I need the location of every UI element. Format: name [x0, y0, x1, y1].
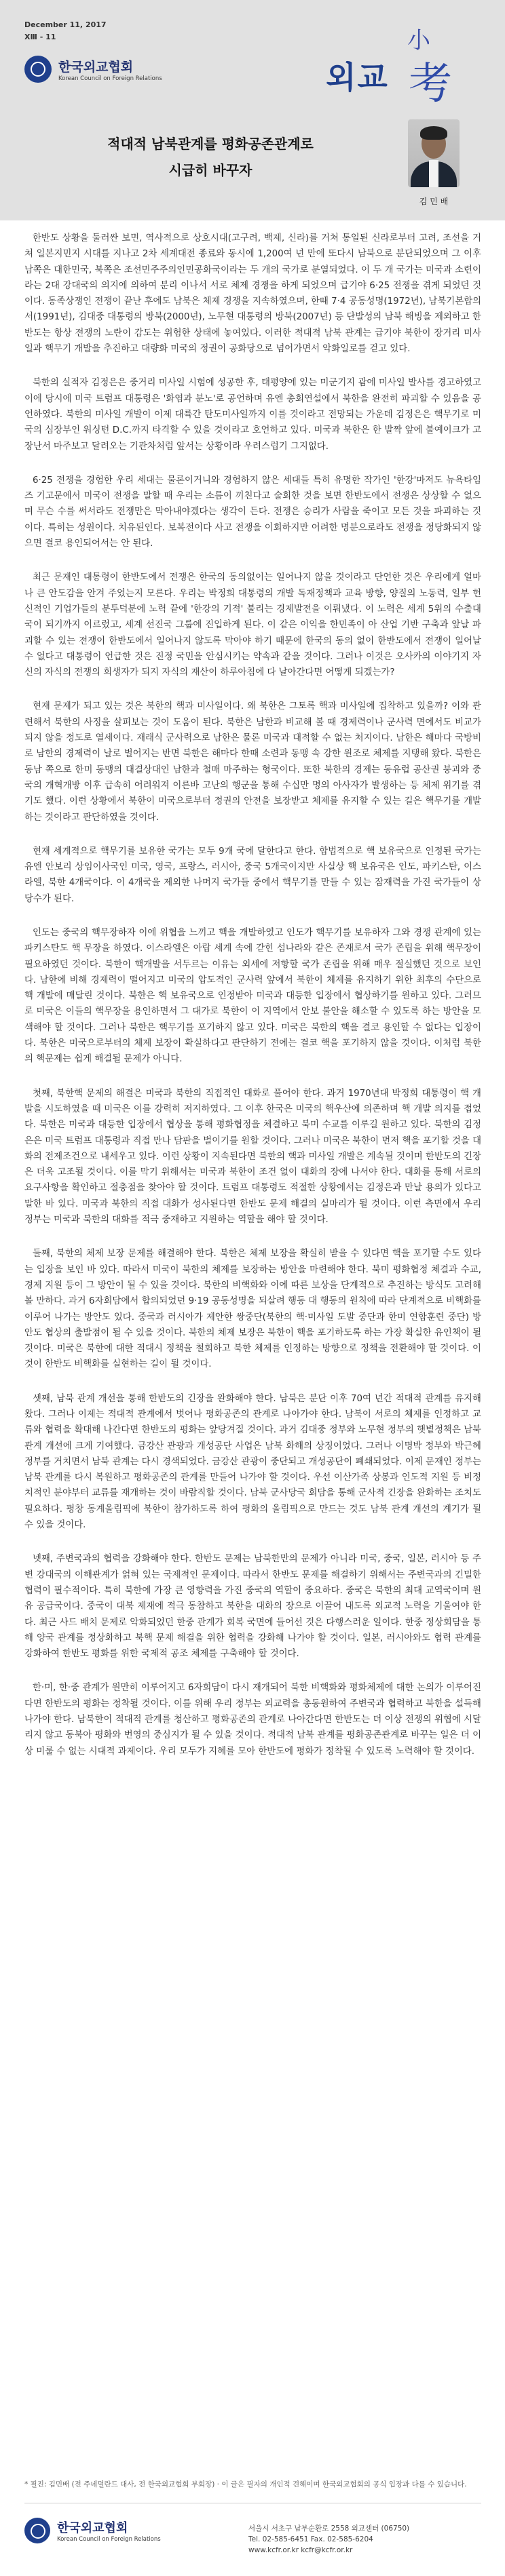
paragraph: 셋째, 남북 관계 개선을 통해 한반도의 긴장을 완화해야 한다. 남북은 분단 이후 70여 년간 적대적 관계를 유지해 왔다. 그러나 이제는 적대적 관계에서 벗어나 평화공존의 관계로 나아가야 한다. 남북이 서로의 체제를 인정하고 교류와 협력을 확대해 나간다면 한반도의 평화는 앞당겨질 것이다. 과거 김대중 정부와 노무현 정부의 햇볕정책은 남북 관계 개선에 크게 기여했다. 금강산 관광과 개성공단 사업은 남북 화해의 상징이었다. 그러나 이명박 정부와 박근혜 정부를 거치면서 남북 관계는 다시 경색되었다. 금강산 관광이 중단되고 개성공단이 폐쇄되었다. 이제 문재인 정부는 남북 관계를 다시 복원하고 평화공존의 관계를 만들어 나가야 할 것이다. 우선 이산가족 상봉과 인도적 지원 등 비정치적인 분야부터 교류를 재개하는 것이 바람직할 것이다. 남북 군사당국 회담을 통해 군사적 긴장을 완화하는 조치도 필요하다. 평창 동계올림픽에 북한이 참가하도록 하여 평화의 올림픽으로 만드는 것도 남북 관계 개선의 계기가 될 수 있을 것이다. — [24, 1393, 481, 1531]
publication-brand — [324, 26, 481, 107]
footer-org-name-english: Korean Council on Foreign Relations — [57, 2536, 161, 2543]
paragraph: 인도는 중국의 핵무장하자 이에 위협을 느끼고 핵을 개발하였고 인도가 핵무기를 보유하자 그와 경쟁 관계에 있는 파키스탄도 핵 무장을 하였다. 이스라엘은 아랍 세계 속에 갇힌 섬나라와 같은 존재로서 국가 존립을 위해 핵무장이 필요하였던 것이다. 북한이 핵개발을 서두르는 이유는 외세에 저항할 국가 존립을 위해 매우 절실했던 것으로 보인다. 남한에 비해 경제력이 떨어지고 미국의 압도적인 군사력 앞에서 북한이 체제를 유지하기 위한 최후의 수단으로 핵 개발에 매달린 것이다. 북한은 핵 보유국으로 인정받아 미국과 대등한 입장에서 협상하기를 원하고 있다. 그러므로 미국은 이들의 핵무장을 용인하면서 그 대가로 북한이 이 지역에서 안보 불안을 해소할 수 있도록 하는 방안을 모색해야 할 것이다. 그러나 북한은 핵무기를 포기하지 않고 있다. 미국은 북한의 핵을 결코 용인할 수 없다는 입장이다. 북한은 미국으로부터의 체제 보장이 확실하다고 판단하기 전에는 결코 핵을 포기하지 않을 것이다. 이처럼 북한의 핵문제는 쉽게 해결될 문제가 아니다. — [24, 927, 481, 1065]
paragraph: 북한의 실적자 김정은은 중거리 미사일 시험에 성공한 후, 태평양에 있는 미군기지 괌에 미사일 발사를 경고하였고 이에 당시에 미국 트럼프 대통령은 '화염과 분노'로 공언하며 유엔 총회연설에서 북한을 완전히 파괴할 수 있음을 공언하였다. 북한의 미사일 개발이 이제 대륙간 탄도미사일까지 이를 것이라고 전망되는 가운데 김정은은 핵무기로 미국의 심장부인 워싱턴 D.C.까지 타격할 수 있을 것이라고 호언하고 있다. 미국과 북한은 한 발짝 앞에 불예이크가 고장난서 마주보고 달려오는 기관차처럼 앞서는 상황이라 우려스럽기 그지없다. — [24, 378, 481, 452]
paragraph: 넷째, 주변국과의 협력을 강화해야 한다. 한반도 문제는 남북한만의 문제가 아니라 미국, 중국, 일본, 러시아 등 주변 강대국의 이해관계가 얽혀 있는 국제적인 문제이다. 따라서 한반도 문제를 해결하기 위해서는 주변국과의 긴밀한 협력이 필수적이다. 특히 북한에 가장 큰 영향력을 가진 중국의 역할이 중요하다. 중국은 북한의 최대 교역국이며 원유 공급국이다. 중국이 대북 제재에 적극 동참하고 북한을 대화의 장으로 이끌어 내도록 외교적 노력을 기울여야 한다. 최근 사드 배치 문제로 악화되었던 한중 관계가 회복 국면에 들어선 것은 다행스러운 일이다. 한중 정상회담을 통해 양국 관계를 정상화하고 북핵 문제 해결을 위한 협력을 강화해 나가야 할 것이다. 일본, 러시아와도 협력 관계를 강화하여 한반도 평화를 위한 국제적 공조 체제를 구축해야 할 것이다. — [24, 1554, 481, 1660]
title-line-2: 시급히 바꾸자 — [168, 162, 252, 178]
brand-kao: 考 — [409, 59, 452, 109]
footer-org-name: 한국외교협회 — [57, 2521, 128, 2535]
brand-small: 小 — [407, 27, 430, 54]
kcfr-emblem-icon — [24, 2518, 50, 2543]
footer-org-logo — [24, 2518, 161, 2543]
paragraph: 현재 문제가 되고 있는 것은 북한의 핵과 미사일이다. 왜 북한은 그토록 핵과 미사일에 집착하고 있을까? 이와 관련해서 북한의 사정을 살펴보는 것이 도움이 된다. 북한은 남한과 비교해 볼 때 경제력이나 군사력 면에서도 비교가 되지 않을 정도로 열세이다. 재래식 군사력으로 남한은 물론 미국과 대적할 수 없는 처지이다. 남한은 해마다 국방비로 남한의 경제력이 날로 벌어지는 반면 북한은 해마다 한때 소련과 동맹 속 강한 원조로 체제를 지탱해 왔다. 북한은 동남 쪽으로 한미 동맹의 대결상대인 남한과 철매 마주하는 형국이다. 또한 북한의 경제는 동유럽 공산권 붕괴와 중국의 개혁개방 이후 급속히 어려워져 이른바 고난의 행군을 통해 수십만 명의 아사자가 발생하는 등 체제 위기를 겪기도 했다. 이런 상황에서 북한이 미국으로부터 정권의 안전을 보장받고 체제를 유지할 수 있는 길은 핵무기를 개발하는 것이라고 판단하였을 것이다. — [24, 701, 481, 823]
header — [0, 0, 505, 220]
article-title — [41, 133, 380, 179]
paragraph: 최근 문재인 대통령이 한반도에서 전쟁은 한국의 동의없이는 일어나지 않을 것이라고 단언한 것은 우리에게 얼마나 큰 안도감을 안겨 주었는지 모른다. 우리는 박정희 대통령의 개발 독재정책과 교육 방향, 양질의 노동력, 일부 헌신적인 기업가들의 분투덕분에 노력 끝에 '한강의 기적' 불리는 경제발전을 이뤄냈다. 이 노력은 세계 5위의 수출대국이 되기까지 이르렀고, 세계 선진국 그룹에 진입하게 된다. 이 같은 이익을 한민족이 아 산업 기반 구축과 앞날 파괴할 수 있는 전쟁이 한반도에서 일어나지 않도록 막아야 하기 때문에 한국의 동의 없이 한반도에서 전쟁이 일어날 수 없다고 대통령이 언급한 것은 진정 국민을 안심시키는 약속과 같을 것이다. 그러나 이것은 오사카의 이야기지 자신의 자식의 전쟁의 희생자가 되지 자식의 재산이 하루아침에 다 날아간다면 어떻게 되겠는가? — [24, 572, 481, 678]
kcfr-emblem-icon — [24, 56, 52, 83]
footer — [0, 2504, 505, 2576]
footnote: * 필진: 김민배 (전 주네덜란드 대사, 전 한국외교협회 부회장) · 이 글은 필자의 개인적 견해이며 한국외교협회의 공식 입장과 다를 수 있습니다. — [24, 2480, 467, 2489]
title-line-1: 적대적 남북관계를 평화공존관계로 — [107, 136, 314, 152]
paragraph: 둘째, 북한의 체제 보장 문제를 해결해야 한다. 북한은 체제 보장을 확실히 받을 수 있다면 핵을 포기할 수도 있다는 입장을 보인 바 있다. 따라서 미국이 북한의 체제를 보장하는 방안을 마련해야 한다. 북미 평화협정 체결과 수교, 경제 지원 등이 그 방안이 될 수 있을 것이다. 북한의 비핵화와 이에 따른 보상을 단계적으로 추진하는 방식도 고려해 볼 만하다. 과거 6자회담에서 합의되었던 9·19 공동성명을 되살려 행동 대 행동의 원칙에 따라 단계적으로 비핵화를 이루어 나가는 방안도 있다. 중국과 러시아가 제안한 쌍중단(북한의 핵·미사일 도발 중단과 한미 연합훈련 중단) 방안도 협상의 출발점이 될 수 있을 것이다. 북한의 체제 보장은 북한이 핵을 포기하도록 하는 가장 확실한 유인책이 될 것이다. 미국은 북한에 대한 적대시 정책을 철회하고 북한 체제를 인정하는 방향으로 정책을 전환해야 할 것이다. 이것이 한반도 비핵화를 실현하는 길이 될 것이다. — [24, 1249, 481, 1370]
org-name: 한국외교협회 — [58, 59, 134, 75]
footer-address: 서울시 서초구 남부순환로 2558 외교센터 (06750) — [248, 2524, 410, 2533]
paragraph: 현재 세계적으로 핵무기를 보유한 국가는 모두 9개 국에 달한다고 한다. 합법적으로 핵 보유국으로 인정된 국가는 유엔 안보리 상임이사국인 미국, 영국, 프랑스, 러시아, 중국 5개국이지만 사실상 핵 보유국은 인도, 파키스탄, 이스라엘, 북한 4개국이다. 이 4개국을 제외한 나머지 국가들 중에서 핵무기를 만들 수 있는 잠재력을 가진 국가들이 상당수가 된다. — [24, 846, 481, 904]
footer-web-email[interactable]: www.kcfr.or.kr kcfr@kcfr.or.kr — [248, 2546, 353, 2554]
issue-date: December 11, 2017 — [24, 20, 107, 29]
header-org-logo — [24, 56, 162, 83]
article-body — [24, 231, 481, 1778]
issue-volume: XⅢ - 11 — [24, 33, 56, 41]
brand-main: 외교 — [326, 59, 389, 96]
paragraph: 한반도 상황을 둘러싼 보면, 역사적으로 상호시대(고구려, 백제, 신라)를 거쳐 통일된 신라로부터 고려, 조선을 거쳐 일본지민지 시대를 지나고 2차 세계대전 종료와 동시에 1,200여 년 만에 또다시 남북으로 분단되었으며 그 이후 남쪽은 대한민국, 북쪽은 조선민주주의인민공화국이라는 두 개의 국가로 분열되었다. 이 두 개 국가는 미국과 소련이라는 2대 강대국의 의지에 의하여 분리 이나서 서로 체제 경쟁을 하게 되었으며 급기야 6·25 전쟁을 겪게 되었던 것이다. 동족상쟁인 전쟁이 끝난 후에도 남북은 체제 경쟁을 지속하였으며, 한때 7·4 공동성명(1972년), 남북기본합의서(1991년), 김대중 대통령의 방북(2000년), 노무현 대통령의 방북(2007년) 등 단발성의 남북 해빙을 제외하고 한반도는 항상 전쟁의 노란이 감도는 위험한 상태에 놓여있다. 이러한 적대적 남북 관계는 급기야 북한이 장거리 미사일과 핵무기 개발을 추진하고 대량화 미국의 정권이 공화당으로 넘어가면서 악화일로를 걷고 있다. — [24, 233, 481, 355]
paragraph: 6·25 전쟁을 경험한 우리 세대는 물론이거니와 경험하지 않은 세대들 특히 유명한 작가인 '한강'마저도 뉴욕타임즈 기고문에서 미국이 전쟁을 말할 때 우리는 소름이 끼친다고 술회한 것을 보면 한반도에서 전쟁은 상상할 수 없으며 무슨 수를 써서라도 전쟁만은 막아내야겠다는 생각이 든다. 전쟁은 승리가 사람을 죽이고 모든 것을 파괴하는 것이다. 특히는 성원이다. 치유된인다. 보복전이다 사고 전쟁을 이회하지만 어려한 명분으로라도 전쟁을 정당화되지 않으면 결코 용인되어서는 안 된다. — [24, 475, 481, 549]
org-name-english: Korean Council on Foreign Relations — [58, 75, 162, 82]
author-portrait — [408, 119, 460, 187]
paragraph: 첫째, 북한핵 문제의 해결은 미국과 북한의 직접적인 대화로 풀어야 한다. 과거 1970년대 박정희 대통령이 핵 개발을 시도하였을 때 미국은 이를 강력히 저지하였다. 그 이후 한국은 미국의 핵우산에 의존하며 핵 개발 의지를 접었다. 북한은 미국과 대등한 입장에서 협상을 통해 평화협정을 체결하고 북미 수교를 이루길 원하고 있다. 북한의 김정은은 미국 트럼프 대통령과 직접 만나 담판을 벌이기를 원할 것이다. 그러나 미국은 북한이 먼저 핵을 포기할 것을 대화의 전제조건으로 내세우고 있다. 이런 상황이 지속된다면 북한의 핵과 미사일 개발은 계속될 것이며 한반도의 긴장은 더욱 고조될 것이다. 이를 막기 위해서는 미국과 북한이 조건 없이 대화의 장에 나서야 한다. 대화를 통해 서로의 요구사항을 확인하고 절충점을 찾아야 할 것이다. 트럼프 대통령도 적절한 상황에서는 김정은과 만날 용의가 있다고 말한 바 있다. 미국과 북한의 직접 대화가 성사된다면 한반도 문제 해결의 실마리가 될 것이다. 이런 측면에서 우리 정부는 미국과 북한의 대화를 적극 중재하고 지원하는 역할을 해야 할 것이다. — [24, 1088, 481, 1226]
footer-contact — [248, 2523, 409, 2556]
author-name: 김 민 배 — [419, 197, 449, 206]
paragraph: 한·미, 한·중 관계가 원만히 이루어지고 6자회담이 다시 재개되어 북한 비핵화와 평화체제에 대한 논의가 이루어진다면 한반도의 평화는 정착될 것이다. 이를 위해 우리 정부는 외교력을 총동원하여 주변국과 협력하고 북한을 설득해 나가야 한다. 남북한이 적대적 관계를 청산하고 평화공존의 관계로 나아간다면 한반도는 더 이상 전쟁의 위협에 시달리지 않고 동북아 평화와 번영의 중심지가 될 수 있을 것이다. 적대적 남북 관계를 평화공존관계로 바꾸는 일은 더 이상 미룰 수 없는 시대적 과제이다. 우리 모두가 지혜를 모아 한반도에 평화가 정착될 수 있도록 노력해야 할 것이다. — [24, 1683, 481, 1757]
footer-phone-fax: Tel. 02-585-6451 Fax. 02-585-6204 — [248, 2535, 373, 2543]
